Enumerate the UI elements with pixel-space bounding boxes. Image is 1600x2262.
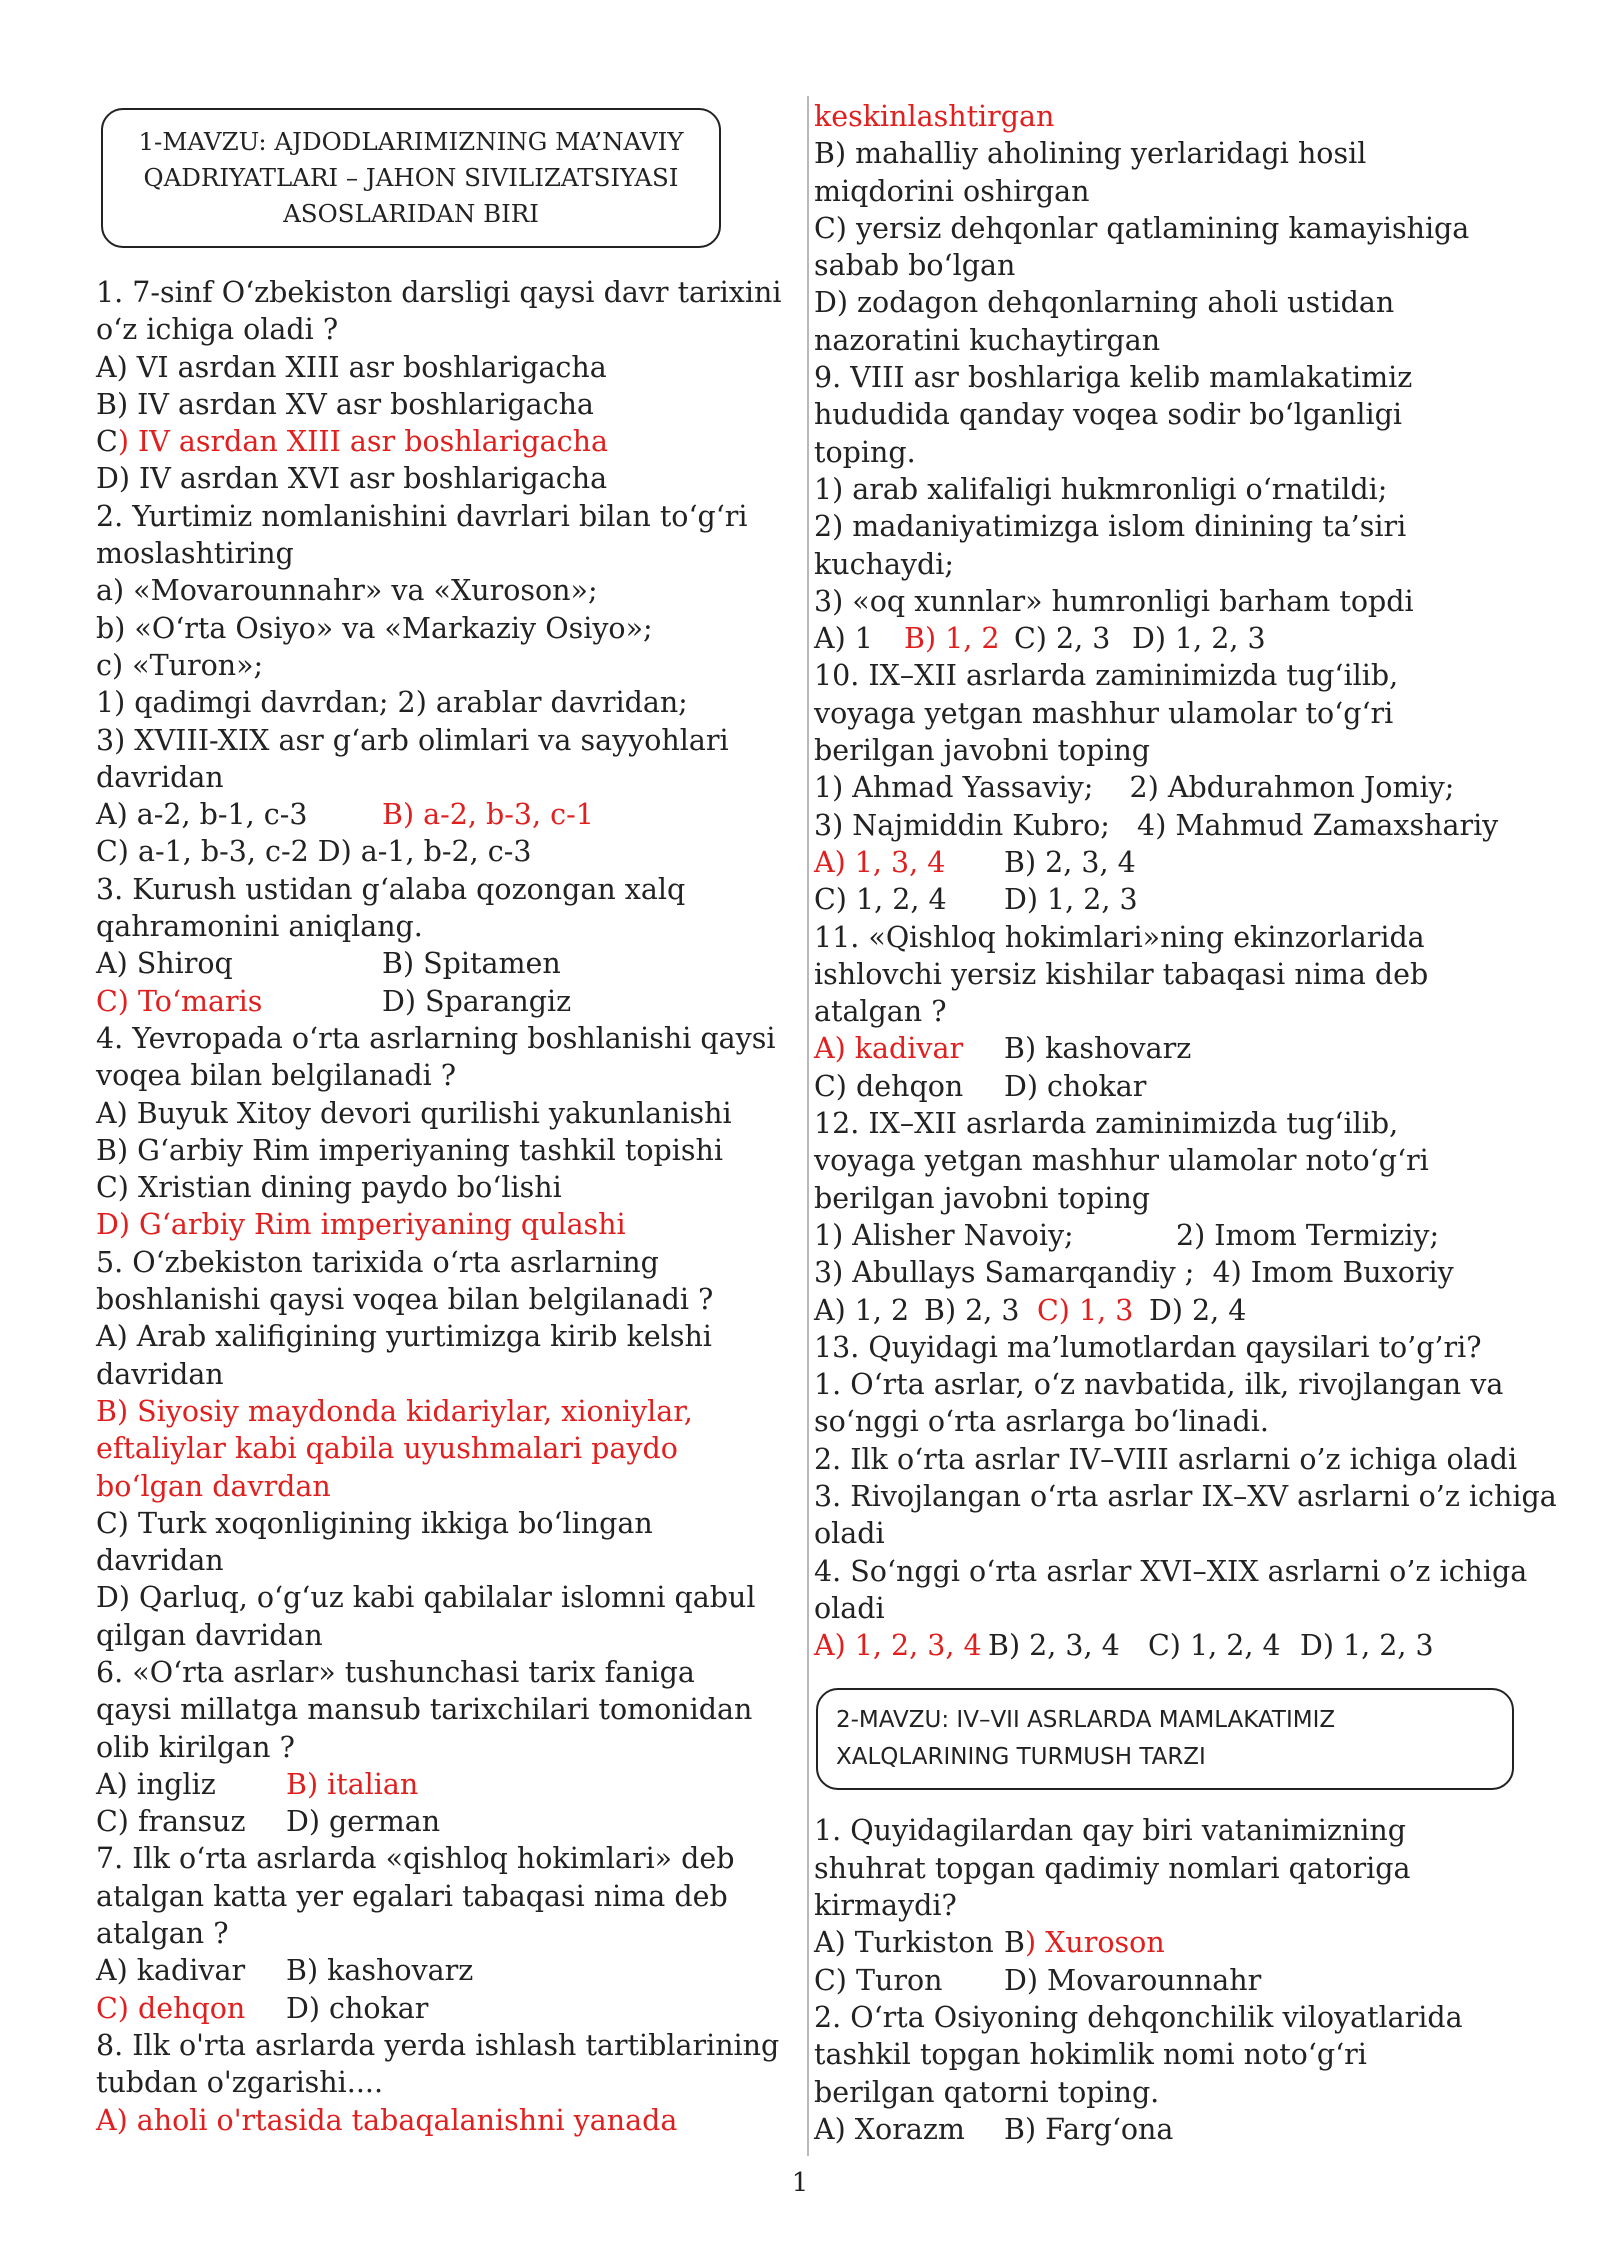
question-5 [96, 1244, 756, 1654]
answer-row [814, 1627, 1514, 1664]
question-text: 11. «Qishloq hokimlari»ning ekinzorlarida [814, 920, 1425, 954]
question-text: oladi [814, 1591, 885, 1625]
answer-option-a: A) 1, 2 [814, 1293, 910, 1327]
choice-3-4: 3) Abullays Samarqandiy ; 4) Imom Buxoriy [814, 1256, 1454, 1290]
question-text: olib kirilgan ? [96, 1730, 295, 1764]
answer-option-c: sabab bo‘lgan [814, 249, 1016, 283]
answer-option-a: A) Turkiston [814, 1926, 994, 1960]
topic-2-question-2 [814, 1999, 1514, 2148]
question-text: shuhrat topgan qadimiy nomlari qatoriga [814, 1851, 1411, 1885]
answer-option-d: D) 1, 2, 3 [1132, 622, 1266, 656]
question-text: 12. IX–XII asrlarda zaminimizda tug‘ilib, [814, 1107, 1399, 1141]
answer-option-c [96, 423, 721, 460]
choice-1: 1) Alisher Navoiy; [814, 1218, 1074, 1252]
topic-2-question-1 [814, 1812, 1514, 1998]
answer-option-a-correct: keskinlashtirgan [814, 100, 1055, 133]
question-text: kuchaydi; [814, 547, 954, 581]
question-text: voyaga yetgan mashhur ulamolar noto‘g‘ri [814, 1144, 1429, 1178]
answer-row [814, 1292, 1514, 1329]
question-text: voqea bilan belgilanadi ? [96, 1059, 457, 1093]
answer-row [96, 945, 721, 982]
question-text: 3) Najmiddin Kubro; 4) Mahmud Zamaxshariy [814, 808, 1499, 842]
question-text: tubdan o'zgarishi.... [96, 2066, 384, 2100]
question-11 [814, 919, 1514, 1105]
answer-row [814, 620, 1514, 657]
answer-option-c: C) yersiz dehqonlar qatlamining kamayishiga [814, 211, 1470, 245]
answer-option-d: D) Qarluq, o‘g‘uz kabi qabilalar islomni qabul [96, 1581, 756, 1615]
answer-option-c: C) 1, 2, 4 [1148, 1629, 1281, 1663]
question-text: 9. VIII asr boshlariga kelib mamlakatimiz [814, 361, 1413, 395]
question-text: atalgan katta yer egalari tabaqasi nima deb [96, 1879, 728, 1913]
answer-option-c-correct: C) dehqon [96, 1991, 246, 2025]
answer-option-b-correct: B) Siyosiy maydonda kidariylar, xioniylar, [96, 1394, 693, 1428]
question-text: kirmaydi? [814, 1889, 957, 1923]
column-divider [807, 96, 809, 2156]
question-text: 3) XVIII-XIX asr g‘arb olimlari va sayyohlari [96, 723, 729, 757]
answer-option-a: A) ingliz [96, 1767, 216, 1801]
question-10 [814, 657, 1514, 918]
question-text: voyaga yetgan mashhur ulamolar to‘g‘ri [814, 696, 1394, 730]
question-text: a) «Movarounnahr» va «Xuroson»; [96, 574, 598, 608]
question-text: 3) «oq xunnlar» humronligi barham topdi [814, 584, 1414, 618]
question-2 [96, 498, 748, 871]
answer-option-d: D) 1, 2, 3 [1004, 883, 1138, 917]
answer-row [96, 1990, 721, 2027]
question-text: 8. Ilk o'rta asrlarda yerda ishlash tartiblarining [96, 2028, 780, 2062]
answer-option-b: B) 2, 3, 4 [1004, 845, 1136, 879]
answer-option-b: B) kashovarz [1004, 1032, 1192, 1066]
answer-option-b [1004, 1924, 1165, 1961]
answer-option-b-correct: bo‘lgan davrdan [96, 1469, 331, 1503]
answer-option-b: miqdorini oshirgan [814, 174, 1090, 208]
topic-2-title-line: 2-MAVZU: IV–VII ASRLARDA MAMLAKATIMIZ [836, 1707, 1336, 1734]
question-text: 3. Kurush ustidan g‘alaba qozongan xalq [96, 872, 686, 906]
answer-option-a: A) a-2, b-1, c-3 [96, 798, 308, 832]
question-text: 4. Yevropada o‘rta asrlarning boshlanishi qaysi [96, 1021, 776, 1055]
question-text: berilgan javobni toping [814, 734, 1151, 768]
question-9 [814, 359, 1514, 657]
right-column [814, 98, 1557, 2148]
answer-option-c: C) dehqon [814, 1069, 964, 1103]
question-text: o‘z ichiga oladi ? [96, 313, 339, 347]
answer-option-b: B) Spitamen [382, 947, 561, 981]
question-text: 1. 7-sinf O‘zbekiston darsligi qaysi davr tarixini [96, 276, 782, 309]
answer-option-d: D) Movarounnahr [1004, 1963, 1262, 1997]
answer-option-b: B) kashovarz [286, 1954, 474, 1988]
question-text: 2. O‘rta Osiyoning dehqonchilik viloyatlarida [814, 2000, 1463, 2034]
choice-2: 2) Imom Termiziy; [1176, 1218, 1440, 1252]
answer-option-a-correct: A) 1, 3, 4 [814, 845, 946, 879]
question-text: ishlovchi yersiz kishilar tabaqasi nima deb [814, 957, 1429, 991]
question-4 [96, 1020, 776, 1244]
answer-option-a: A) VI asrdan XIII asr boshlarigacha [96, 350, 607, 384]
question-text: 7. Ilk o‘rta asrlarda «qishloq hokimlari» deb [96, 1842, 735, 1876]
question-text: davridan [96, 760, 224, 794]
topic-2-title-line: XALQLARINING TURMUSH TARZI [836, 1744, 1206, 1771]
question-text: 2. Ilk o‘rta asrlar IV–VIII asrlarni o’z ichiga oladi [814, 1442, 1518, 1476]
answer-option-b-correct: eftaliylar kabi qabila uyushmalari paydo [96, 1432, 678, 1466]
answer-option-c: C) Turon [814, 1963, 943, 1997]
answer-option-c: davridan [96, 1544, 224, 1578]
question-1 [96, 274, 782, 498]
answer-option-d: D) 1, 2, 3 [1300, 1629, 1434, 1663]
answer-row [814, 1924, 1514, 1961]
option-letter: C [96, 425, 118, 459]
answer-option-a: A) 1 [814, 622, 873, 656]
choice-row [814, 1217, 1514, 1254]
question-text: 6. «O‘rta asrlar» tushunchasi tarix faniga [96, 1655, 695, 1689]
answer-option-a: A) Shiroq [96, 947, 233, 981]
answer-option-d: D) zodagon dehqonlarning aholi ustidan [814, 286, 1395, 320]
answer-option-cd: C) a-1, b-3, c-2 D) a-1, b-2, c-3 [96, 835, 532, 869]
answer-option-b-correct: B) italian [286, 1767, 419, 1801]
answer-option-d: D) chokar [1004, 1069, 1147, 1103]
question-text: toping. [814, 435, 916, 469]
question-6 [96, 1654, 753, 1840]
answer-option-b-correct: B) a-2, b-3, c-1 [382, 798, 594, 832]
answer-option-c: C) 2, 3 [1014, 622, 1111, 656]
question-text: berilgan qatorni toping. [814, 2075, 1160, 2109]
answer-option-a-correct: A) 1, 2, 3, 4 [814, 1629, 982, 1663]
question-text: atalgan ? [814, 995, 947, 1029]
answer-option-c: C) Turk xoqonligining ikkiga bo‘lingan [96, 1506, 653, 1540]
question-text: 3. Rivojlangan o‘rta asrlar IX–XV asrlarni o’z ichiga [814, 1479, 1557, 1513]
question-text: 10. IX–XII asrlarda zaminimizda tug‘ilib, [814, 659, 1399, 693]
question-text: 13. Quyidagi ma’lumotlardan qaysilari to’g’ri? [814, 1330, 1482, 1364]
correct-answer-text: ) IV asrdan XIII asr boshlarigacha [117, 425, 608, 459]
question-text: atalgan ? [96, 1917, 229, 1951]
answer-option-c-correct: C) To‘maris [96, 984, 263, 1018]
topic-1-title-box [101, 108, 721, 248]
answer-option-d: D) IV asrdan XVI asr boshlarigacha [96, 462, 608, 496]
answer-option-d: D) chokar [286, 1991, 429, 2025]
question-text: tashkil topgan hokimlik nomi noto‘g‘ri [814, 2038, 1367, 2072]
answer-row [814, 844, 1514, 881]
question-8 [96, 2027, 780, 2139]
answer-row [96, 1803, 721, 1840]
question-text: hududida qanday voqea sodir bo‘lganligi [814, 398, 1402, 432]
question-text: 1. O‘rta asrlar, o‘z navbatida, ilk, rivojlangan va [814, 1368, 1504, 1402]
answer-option-c: C) Xristian dining paydo bo‘lishi [96, 1171, 562, 1205]
question-text: boshlanishi qaysi voqea bilan belgilanadi ? [96, 1283, 714, 1317]
answer-row [96, 796, 721, 833]
answer-option-b-correct: B) 1, 2 [904, 622, 1000, 656]
answer-option-c: C) 1, 2, 4 [814, 883, 947, 917]
answer-option-d: D) 2, 4 [1149, 1293, 1247, 1327]
question-text: qaysi millatga mansub tarixchilari tomonidan [96, 1693, 753, 1727]
question-text: 2. Yurtimiz nomlanishini davrlari bilan to‘g‘ri [96, 499, 748, 533]
answer-option-b: B) Farg‘ona [1004, 2112, 1174, 2146]
answer-option-d: nazoratini kuchaytirgan [814, 323, 1161, 357]
answer-option-c-correct: C) 1, 3 [1037, 1293, 1134, 1327]
answer-option-a: A) kadivar [96, 1954, 246, 1988]
question-text: qahramonini aniqlang. [96, 910, 423, 944]
answer-row [96, 1952, 721, 1989]
answer-option-a: A) Buyuk Xitoy devori qurilishi yakunlanishi [96, 1096, 732, 1130]
question-13 [814, 1329, 1557, 1665]
question-text: c) «Turon»; [96, 648, 264, 682]
left-column [96, 98, 782, 2139]
answer-option-d: D) Sparangiz [382, 984, 572, 1018]
answer-option-d-correct: D) G‘arbiy Rim imperiyaning qulashi [96, 1208, 626, 1242]
question-text: b) «O‘rta Osiyo» va «Markaziy Osiyo»; [96, 611, 653, 645]
answer-row [814, 1030, 1514, 1067]
answer-row [814, 2111, 1514, 2148]
answer-option-c: C) fransuz [96, 1805, 246, 1839]
question-text: berilgan javobni toping [814, 1181, 1151, 1215]
question-text: so‘nggi o‘rta asrlarga bo‘linadi. [814, 1405, 1269, 1439]
answer-row [814, 1962, 1514, 1999]
question-text: 5. O‘zbekiston tarixida o‘rta asrlarning [96, 1245, 659, 1279]
topic-1-title-line: ASOSLARIDAN BIRI [283, 199, 539, 228]
answer-option-a-correct: A) kadivar [814, 1032, 964, 1066]
page-number: 1 [791, 2168, 809, 2198]
answer-option-a: A) Xorazm [814, 2112, 965, 2146]
topic-1-title-line: 1-MAVZU: AJDODLARIMIZNING MA’NAVIY [138, 127, 684, 156]
question-text: 2) madaniyatimizga islom dinining ta’siri [814, 510, 1407, 544]
answer-option-b: B) IV asrdan XV asr boshlarigacha [96, 387, 594, 421]
answer-row [814, 881, 1514, 918]
topic-1-title-line: QADRIYATLARI – JAHON SIVILIZATSIYASI [143, 163, 679, 192]
question-text: 1. Quyidagilardan qay biri vatanimizning [814, 1814, 1406, 1848]
question-text: 4. So‘nggi o‘rta asrlar XVI–XIX asrlarni o’z ichiga [814, 1554, 1528, 1588]
answer-option-a: davridan [96, 1357, 224, 1391]
question-text: 1) qadimgi davrdan; 2) arablar davridan; [96, 686, 688, 720]
question-text: moslashtiring [96, 537, 294, 571]
option-letter: B [1004, 1926, 1025, 1960]
question-text: 1) arab xalifaligi hukmronligi o‘rnatildi; [814, 472, 1388, 506]
answer-option-d: qilgan davridan [96, 1618, 323, 1652]
answer-option-b: B) 2, 3 [924, 1293, 1020, 1327]
question-text: oladi [814, 1517, 885, 1551]
question-8-continued [814, 98, 1514, 359]
topic-2-title-box [816, 1688, 1514, 1790]
answer-option-a-correct: A) aholi o'rtasida tabaqalanishni yanada [96, 2103, 678, 2137]
correct-answer-text: ) Xuroson [1024, 1926, 1165, 1960]
answer-row [814, 1068, 1514, 1105]
question-7 [96, 1840, 735, 2026]
answer-option-b: B) G‘arbiy Rim imperiyaning tashkil topishi [96, 1133, 723, 1167]
question-text: 1) Ahmad Yassaviy; 2) Abdurahmon Jomiy; [814, 771, 1455, 805]
answer-option-a: A) Arab xalifigining yurtimizga kirib kelshi [96, 1320, 712, 1354]
question-12 [814, 1105, 1514, 1329]
answer-row [96, 1766, 721, 1803]
question-3 [96, 871, 721, 1020]
answer-row [96, 983, 721, 1020]
answer-option-d: D) german [286, 1805, 441, 1839]
answer-option-b: B) 2, 3, 4 [988, 1629, 1120, 1663]
answer-option-b: B) mahalliy aholining yerlaridagi hosil [814, 137, 1367, 171]
